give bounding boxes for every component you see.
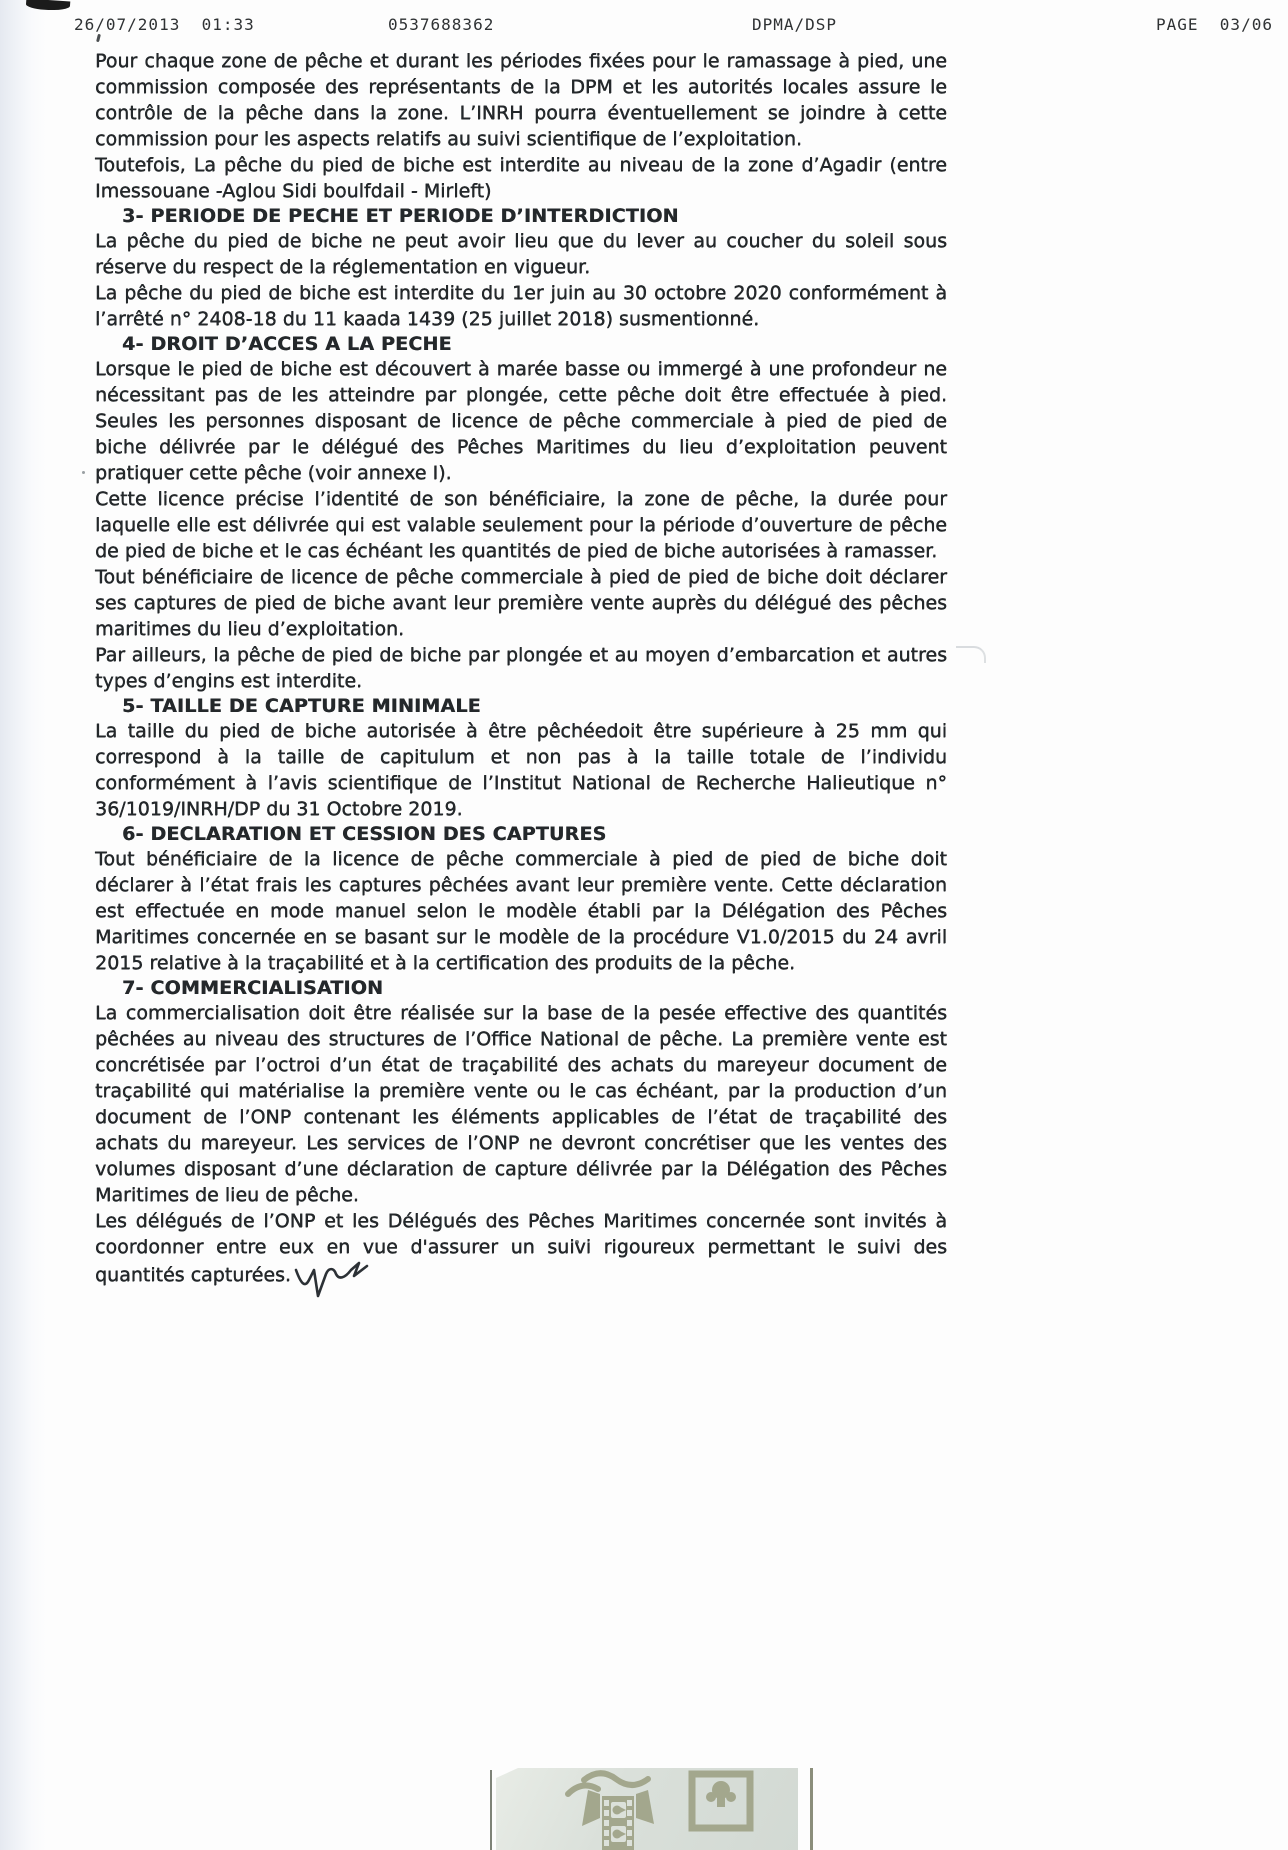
section-heading-3: 3- PERIODE DE PECHE ET PERIODE D’INTERDICTION <box>122 205 679 227</box>
section-heading-6: 6- DECLARATION ET CESSION DES CAPTURES <box>122 823 607 845</box>
paragraph-with-signature <box>95 1208 947 1308</box>
fragment-artwork <box>496 1768 798 1850</box>
section-heading-5: 5- TAILLE DE CAPTURE MINIMALE <box>122 695 481 717</box>
fragment-background <box>496 1768 798 1850</box>
section-heading-7: 7- COMMERCIALISATION <box>122 977 384 999</box>
fragment-left-edge <box>490 1770 492 1850</box>
section-heading-4: 4- DROIT D’ACCES A LA PECHE <box>122 333 452 355</box>
fax-datetime: 26/07/2013 01:33 <box>74 15 255 34</box>
paragraph: Lorsque le pied de biche est découvert à marée basse ou immergé à une profondeur ne nécessitant pas de les atteindre par plongée, cette pêche doit être effectuée à pied. Seules les personnes disposant de licence de pêche commerciale à pied de pied de biche délivrée par le délégué des Pêches Maritimes du lieu d’exploitation peuvent pratiquer cette pêche (voir annexe I). <box>95 358 947 484</box>
wave-lines-icon <box>568 1773 648 1794</box>
fax-number: 0537688362 <box>388 15 495 34</box>
paragraph: Par ailleurs, la pêche de pied de biche par plongée et au moyen d’embarcation et autres types d’engins est interdite. <box>95 644 947 692</box>
framed-photo-icon <box>692 1774 750 1828</box>
fragment-right-edge <box>810 1768 813 1850</box>
paragraph: Tout bénéficiaire de licence de pêche commerciale à pied de pied de biche doit déclarer ses captures de pied de biche avant leur première vente auprès du délégué des pêches maritimes du lieu d’exploitation. <box>95 566 947 640</box>
handwritten-signature-squiggle <box>294 1260 374 1308</box>
paragraph: Tout bénéficiaire de la licence de pêche commerciale à pied de pied de biche doit déclarer à l’état frais les captures pêchées avant leur première vente. Cette déclaration est effectuée en mode manuel selon le modèle établi par la Délégation des Pêches Maritimes concernée en se basant sur le modèle de la procédure V1.0/2015 du 24 avril 2015 relative à la traçabilité et à la certification des produits de la pêche. <box>95 848 947 974</box>
scanner-edge-shadow <box>0 0 46 1850</box>
scan-artifact-wisp <box>956 646 986 663</box>
paragraph: La taille du pied de biche autorisée à être pêchéedoit être supérieure à 25 mm qui correspond à la taille de capitulum et non pas à la taille totale de l’individu conformément à l’avis scientifique de l’Institut National de Recherche Halieutique n° 36/1019/INRH/DP du 31 Octobre 2019. <box>95 720 947 820</box>
paragraph: Cette licence précise l’identité de son bénéficiaire, la zone de pêche, la durée pour laquelle elle est délivrée qui est valable seulement pour la période d’ouverture de pêche de pied de biche et le cas échéant les quantités de pied de biche autorisées à ramasser. <box>95 488 947 562</box>
bottom-image-fragment <box>490 1768 820 1850</box>
scan-artifact-dot <box>82 471 85 474</box>
document-body <box>95 48 947 1308</box>
paragraph-text: Les délégués de l’ONP et les Délégués des Pêches Maritimes concernée sont invités à coordonner entre eux en vue d'assurer un suivi rigoureux permettant le suivi des quantités capturées. <box>95 1210 947 1286</box>
paragraph: La pêche du pied de biche est interdite du 1er juin au 30 octobre 2020 conformément à l’arrêté n° 2408-18 du 11 kaada 1439 (25 juillet 2018) susmentionné. <box>95 282 947 330</box>
paragraph: Toutefois, La pêche du pied de biche est interdite au niveau de la zone d’Agadir (entre Imessouane -Aglou Sidi boulfdail - Mirleft) <box>95 154 947 202</box>
paragraph: Pour chaque zone de pêche et durant les périodes fixées pour le ramassage à pied, une commission composée des représentants de la DPM et les autorités locales assure le contrôle de la pêche dans la zone. L’INRH pourra éventuellement se joindre à cette commission pour les aspects relatifs au suivi scientifique de l’exploitation. <box>95 50 947 150</box>
paragraph: La pêche du pied de biche ne peut avoir lieu que du lever au coucher du soleil sous réserve du respect de la réglementation en vigueur. <box>95 230 947 278</box>
paragraph: La commercialisation doit être réalisée sur la base de la pesée effective des quantités pêchées au niveau des structures de l’Office National de pêche. La première vente est concrétisée par l’octroi d’un état de traçabilité des achats du mareyeur document de traçabilité qui matérialise la première vente ou le cas échéant, par la production d’un document de l’ONP contenant les éléments applicables de l’état de traçabilité des achats du mareyeur. Les services de l’ONP ne devront concrétiser que les ventes des volumes disposant d’une déclaration de capture délivrée par la Délégation des Pêches Maritimes de lieu de pêche. <box>95 1002 947 1206</box>
fax-routing-code: DPMA/DSP <box>752 15 838 34</box>
fax-page-indicator: PAGE 03/06 <box>1156 15 1273 34</box>
